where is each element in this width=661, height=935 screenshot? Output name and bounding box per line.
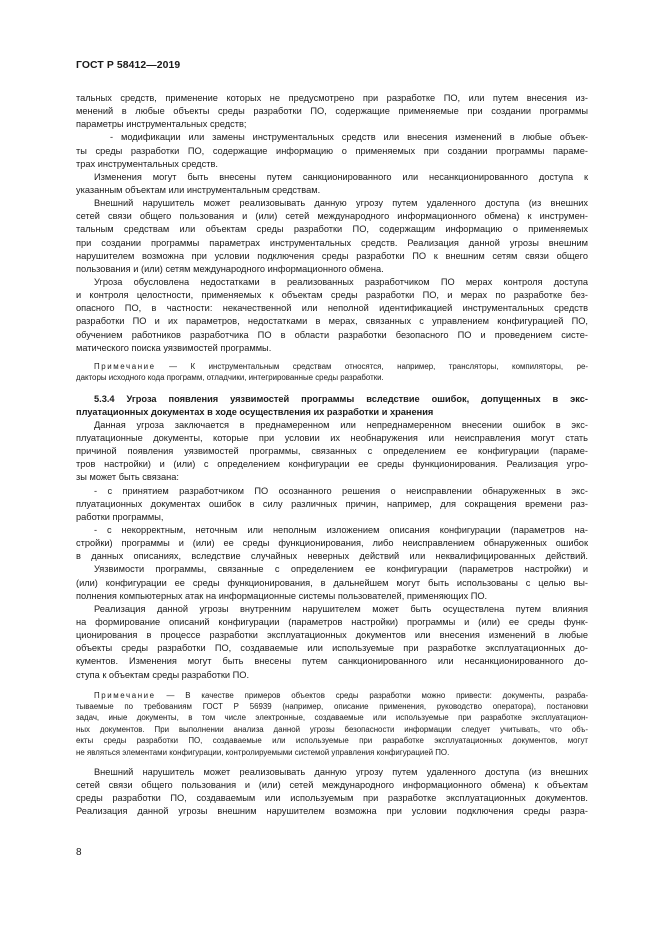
text-line: менений в любые объекты среды разработки ПО, содержащие применяемые при создании программы xyxy=(76,106,588,117)
note-text: — К инструментальным средствам относятся, например, трансляторы, компиляторы, ре- xyxy=(155,361,588,371)
text-line: Внешний нарушитель может реализовывать данную угрозу путем удаленного доступа (из внешних xyxy=(94,767,588,778)
text-line: матического поиска уязвимостей программы. xyxy=(76,342,272,353)
text-line: зы может быть связана: xyxy=(76,472,179,483)
text-line: ступа к объектам среды разработки ПО. xyxy=(76,669,250,680)
paragraph xyxy=(76,92,588,131)
text-line: стройки) программы и (или) ее среды функционирования, либо неисправлением обнаруженных ошибок xyxy=(76,538,588,549)
text-line: и контроля целостности, применяемых к объектам среды разработки ПО, и мерах по разработке без- xyxy=(76,290,588,301)
note-text: — В качестве примеров объектов среды разработки можно привести: документы, разраба- xyxy=(155,690,588,700)
text-line: Уязвимости программы, связанные с определением ее конфигурации (параметров настройки) и xyxy=(94,564,588,575)
text-line: кументов. Изменения могут быть внесены путем санкционированного или несанкционированного до- xyxy=(76,656,588,667)
text-line: плуатационных документах ошибок в силу различных причин, например, для сокращения времени раз- xyxy=(76,498,588,509)
text-line: Внешний нарушитель может реализовывать данную угрозу путем удаленного доступа (из внешних xyxy=(94,198,588,209)
text-line: Изменения могут быть внесены путем санкционированного или несанкционированного доступа к xyxy=(94,171,588,182)
text-line: на формирование описаний конфигурации (параметров настройки) программы и (или) ее среды функ- xyxy=(76,616,588,627)
text-line: опасного ПО, в частности: некачественной или неполной идентификацией инструментальных средств xyxy=(76,303,588,314)
text-line: - с принятием разработчиком ПО осознанного решения о неисправлении обнаруженных в экс- xyxy=(94,485,588,496)
text-line: объекты среды разработки ПО, создаваемые или используемые при разработке эксплуатационных до- xyxy=(76,643,588,654)
text-line: при создании программы параметрах инструментальных средств. Реализация данной угрозы внешним xyxy=(76,237,588,248)
page-body xyxy=(76,92,588,819)
note-line: задач, иные документы, в том числе электронные, создаваемые или используемые при разработке эксплуатацион- xyxy=(76,713,588,723)
heading-line: 5.3.4 Угроза появления уязвимостей программы вследствие ошибок, допущенных в экс- xyxy=(94,393,588,404)
note-line xyxy=(76,361,588,372)
text-line: тров настройки) и (или) с определением конфигурации ее среды функционирования. Реализация угро- xyxy=(76,459,588,470)
text-line: - с некорректным, неточным или неполным изложением описания конфигурации (параметров на- xyxy=(94,525,588,535)
list-item xyxy=(76,131,588,170)
text-line: (или) конфигурации ее среды функционирования, в дальнейшем могут быть использованы с целью вы- xyxy=(76,577,588,588)
text-line: разработки ПО и их параметров, недостатками в мерах, связанных с управлением конфигурацией ПО, xyxy=(76,316,588,327)
list-item xyxy=(76,485,588,524)
note-line xyxy=(76,690,588,701)
text-line: Реализация данной угрозы внутренним нарушителем может быть осуществлена путем влияния xyxy=(94,603,588,614)
text-line: Реализация данной угрозы внешним нарушителем возможна при условии подключения среды разра- xyxy=(76,806,588,817)
note-line: тываемые по требованиям ГОСТ Р 56939 (например, описание применения, руководство оператора), постановки xyxy=(76,702,588,712)
paragraph xyxy=(76,171,588,197)
text-line: сетей связи общего пользования и (или) сетей международного информационного обмена) к инструмен- xyxy=(76,211,588,222)
paragraph xyxy=(76,276,588,355)
text-line: нарушителем возможна при условии подключения среды разработки ПО к внешним сетям связи общего xyxy=(76,250,588,261)
note-line: екты среды разработки ПО, создаваемые или используемые при разработке эксплуатационных документов, могут xyxy=(76,736,588,746)
text-line: причиной появления уязвимостей программы, связанных с определением ее конфигурации (параме- xyxy=(76,446,588,457)
note-label: Примечание xyxy=(94,690,156,700)
list-item xyxy=(76,524,588,563)
text-line: тальным средствам или объектам среды разработки ПО, содержащим информацию о применяемых xyxy=(76,224,588,235)
text-line: обучением работников разработчика ПО в области разработки безопасного ПО и проведением систе- xyxy=(76,329,588,340)
section-heading xyxy=(76,393,588,419)
text-line: в данных описаниях, вследствие случайных неверных действий или неквалифицированных действий. xyxy=(76,551,588,562)
paragraph xyxy=(76,603,588,682)
text-line: - модификации или замены инструментальных средств или внесения изменений в любые объек- xyxy=(110,132,588,143)
note-line: не являться элементами конфигурации, контролируемыми системой управления конфигурацией ПО. xyxy=(76,747,450,757)
paragraph xyxy=(76,766,588,819)
page-header: ГОСТ Р 58412—2019 xyxy=(76,60,181,71)
text-line: ты среды разработки ПО, содержащие информацию о применяемых при создании программы параме- xyxy=(76,145,588,156)
text-line: указанным объектам или инструментальным средствам. xyxy=(76,184,321,195)
text-line: сетей связи общего пользования и (или) сетей международного информационного обмена) к объектам xyxy=(76,780,588,791)
note-line: ных документов. При выполнении анализа данной угрозы безопасности информации следует учитывать, что объ- xyxy=(76,724,588,734)
heading-line: плуатационных документах в ходе осуществления их разработки и хранения xyxy=(76,406,434,417)
page-number: 8 xyxy=(76,847,82,858)
text-line: трах инструментальных средств. xyxy=(76,158,218,169)
note-line: дакторы исходного кода программ, отладчики, интегрированные среды разработки. xyxy=(76,373,384,383)
text-line: Данная угроза заключается в преднамеренном или непреднамеренном внесении ошибок в экс- xyxy=(94,419,588,430)
text-line: пользования и (или) сетям международного информационного обмена. xyxy=(76,263,384,274)
paragraph xyxy=(76,197,588,276)
note xyxy=(76,690,588,758)
paragraph xyxy=(76,563,588,602)
text-line: среды разработки ПО, создаваемым или используемым при разработке эксплуатационных документов. xyxy=(76,793,588,804)
text-line: полнения компьютерных атак на информационные системы пользователей, применяющих ПО. xyxy=(76,590,488,601)
paragraph xyxy=(76,419,588,485)
note-label: Примечание xyxy=(94,361,156,371)
text-line: параметры инструментальных средств; xyxy=(76,119,247,130)
text-line: ционирования в процессе разработки эксплуатационных документов или внесения изменений в любые xyxy=(76,630,588,641)
text-line: плуатационные документы, которые при условии их необнаружения или неисправления могут стать xyxy=(76,433,588,444)
text-line: тальных средств, применение которых не предусмотрено при разработке ПО, или путем внесения из- xyxy=(76,93,588,103)
text-line: Угроза обусловлена недостатками в реализованных разработчиком ПО мерах контроля доступа xyxy=(94,276,588,287)
note xyxy=(76,361,588,384)
text-line: работки программы, xyxy=(76,511,164,522)
